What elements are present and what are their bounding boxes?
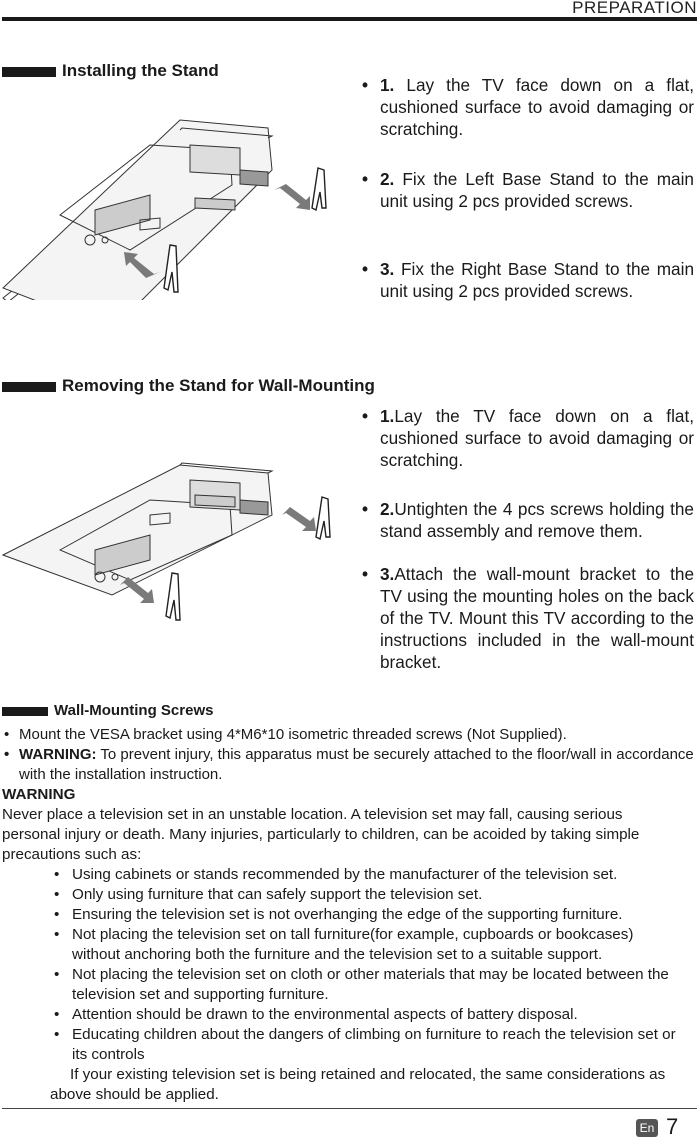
tv-stand-install-illustration [0, 100, 360, 300]
precaution-item: • Using cabinets or stands recommended by the manufacturer of the television set. [54, 865, 682, 885]
warning-block [2, 785, 692, 1105]
warning-heading: WARNING [2, 786, 76, 803]
footer-rule [2, 1108, 697, 1109]
removal-step: • 1.Lay the TV face down on a flat, cushioned surface to avoid damaging or scratching. [362, 406, 694, 470]
section-title-text: Wall-Mounting Screws [54, 702, 214, 719]
section-wall-screws-title [2, 702, 213, 719]
install-steps [362, 74, 698, 304]
install-step: • 2. Fix the Left Base Stand to the main unit using 2 pcs provided screws. [362, 169, 694, 211]
section-bar [2, 382, 56, 392]
section-bar [2, 707, 48, 716]
wall-screws-list [4, 725, 694, 785]
precaution-item: • Not placing the television set on cloth or other materials that may be located between the television set and supporting furniture. [54, 965, 682, 1005]
wall-screws-item: • Mount the VESA bracket using 4*M6*10 isometric threaded screws (Not Supplied). [4, 726, 567, 743]
install-step: • 1. Lay the TV face down on a flat, cushioned surface to avoid damaging or scratching. [362, 75, 694, 139]
precaution-item: • Ensuring the television set is not overhanging the edge of the supporting furniture. [54, 905, 682, 925]
removal-step: • 3.Attach the wall-mount bracket to the TV using the mounting holes on the back of the TV. Mount this TV according to the instructions included in the wall-mount bracket. [362, 564, 694, 672]
section-title-text: Installing the Stand [62, 61, 219, 80]
precaution-item: • Only using furniture that can safely support the television set. [54, 885, 682, 905]
install-step: • 3. Fix the Right Base Stand to the main unit using 2 pcs provided screws. [362, 259, 694, 301]
precaution-item: • Not placing the television set on tall furniture(for example, cupboards or bookcases) without anchoring both the furniture and the television set to a suitable support. [54, 925, 682, 965]
wall-screws-warning: • WARNING: To prevent injury, this apparatus must be securely attached to the floor/wall in accordance with the installation instruction. [4, 746, 694, 783]
section-removing-stand-title [2, 376, 375, 396]
warning-closing: If your existing television set is being retained and relocated, the same considerations as above should be applied. [50, 1066, 666, 1103]
removal-steps [362, 405, 698, 680]
warning-intro: Never place a television set in an unstable location. A television set may fall, causing serious personal injury or death. Many injuries, particularly to children, can be acoided by taking simple precautions such as: [2, 806, 640, 863]
header-rule [2, 17, 697, 21]
page-header-title: PREPARATION [572, 0, 697, 17]
language-badge: En [636, 1119, 658, 1137]
section-bar [2, 67, 56, 77]
precaution-item: • Attention should be drawn to the environmental aspects of battery disposal. [54, 1005, 682, 1025]
section-title-text: Removing the Stand for Wall-Mounting [62, 376, 375, 395]
tv-stand-removal-illustration [0, 455, 360, 655]
removal-step: • 2.Untighten the 4 pcs screws holding the stand assembly and remove them. [362, 499, 694, 541]
section-installing-stand-title [2, 61, 219, 81]
precaution-item: • Educating children about the dangers of climbing on furniture to reach the television set or its controls [54, 1025, 682, 1065]
page-number: 7 [666, 1114, 679, 1139]
precautions-list [54, 865, 682, 1065]
